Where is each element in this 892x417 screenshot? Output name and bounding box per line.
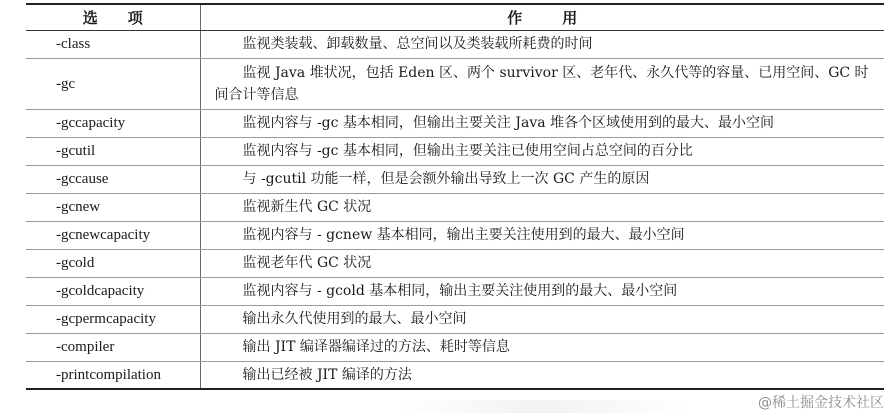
option-cell: -gcoldcapacity — [26, 277, 200, 305]
option-cell: -gcold — [26, 249, 200, 277]
description-cell: 监视类装载、卸载数量、总空间以及类装载所耗费的时间 — [200, 30, 884, 58]
description-cell: 输出已经被 JIT 编译的方法 — [200, 361, 884, 389]
table-body — [26, 30, 884, 389]
table-row — [26, 193, 884, 221]
table-row — [26, 109, 884, 137]
option-cell: -compiler — [26, 333, 200, 361]
description-cell: 输出永久代使用到的最大、最小空间 — [200, 305, 884, 333]
jstat-options-table-wrapper — [26, 3, 884, 390]
table-header — [26, 4, 884, 30]
table-row — [26, 30, 884, 58]
description-cell: 监视内容与 - gcnew 基本相同，输出主要关注使用到的最大、最小空间 — [200, 221, 884, 249]
description-cell: 监视 Java 堆状况，包括 Eden 区、两个 survivor 区、老年代、永久代等的容量、已用空间、GC 时间合计等信息 — [200, 58, 884, 109]
option-cell: -gc — [26, 58, 200, 109]
table-row — [26, 221, 884, 249]
table-row — [26, 165, 884, 193]
option-cell: -gcutil — [26, 137, 200, 165]
jstat-options-table — [26, 3, 884, 390]
description-cell: 输出 JIT 编译器编译过的方法、耗时等信息 — [200, 333, 884, 361]
description-cell: 监视新生代 GC 状况 — [200, 193, 884, 221]
description-cell: 与 -gcutil 功能一样，但是会额外输出导致上一次 GC 产生的原因 — [200, 165, 884, 193]
option-cell: -gcpermcapacity — [26, 305, 200, 333]
option-cell: -gcnew — [26, 193, 200, 221]
description-cell: 监视内容与 -gc 基本相同，但输出主要关注已使用空间占总空间的百分比 — [200, 137, 884, 165]
description-cell: 监视内容与 - gcold 基本相同，输出主要关注使用到的最大、最小空间 — [200, 277, 884, 305]
table-row — [26, 137, 884, 165]
table-row — [26, 58, 884, 109]
table-row — [26, 249, 884, 277]
header-option: 选项 — [26, 4, 200, 30]
option-cell: -printcompilation — [26, 361, 200, 389]
table-row — [26, 305, 884, 333]
description-cell: 监视老年代 GC 状况 — [200, 249, 884, 277]
option-cell: -gccause — [26, 165, 200, 193]
table-row — [26, 333, 884, 361]
table-row — [26, 277, 884, 305]
header-description: 作用 — [200, 4, 884, 30]
table-row — [26, 361, 884, 389]
option-cell: -gcnewcapacity — [26, 221, 200, 249]
option-cell: -gccapacity — [26, 109, 200, 137]
description-cell: 监视内容与 -gc 基本相同，但输出主要关注 Java 堆各个区域使用到的最大、最小空间 — [200, 109, 884, 137]
scan-artifact — [352, 400, 732, 413]
option-cell: -class — [26, 30, 200, 58]
watermark: @稀土掘金技术社区 — [758, 395, 884, 411]
